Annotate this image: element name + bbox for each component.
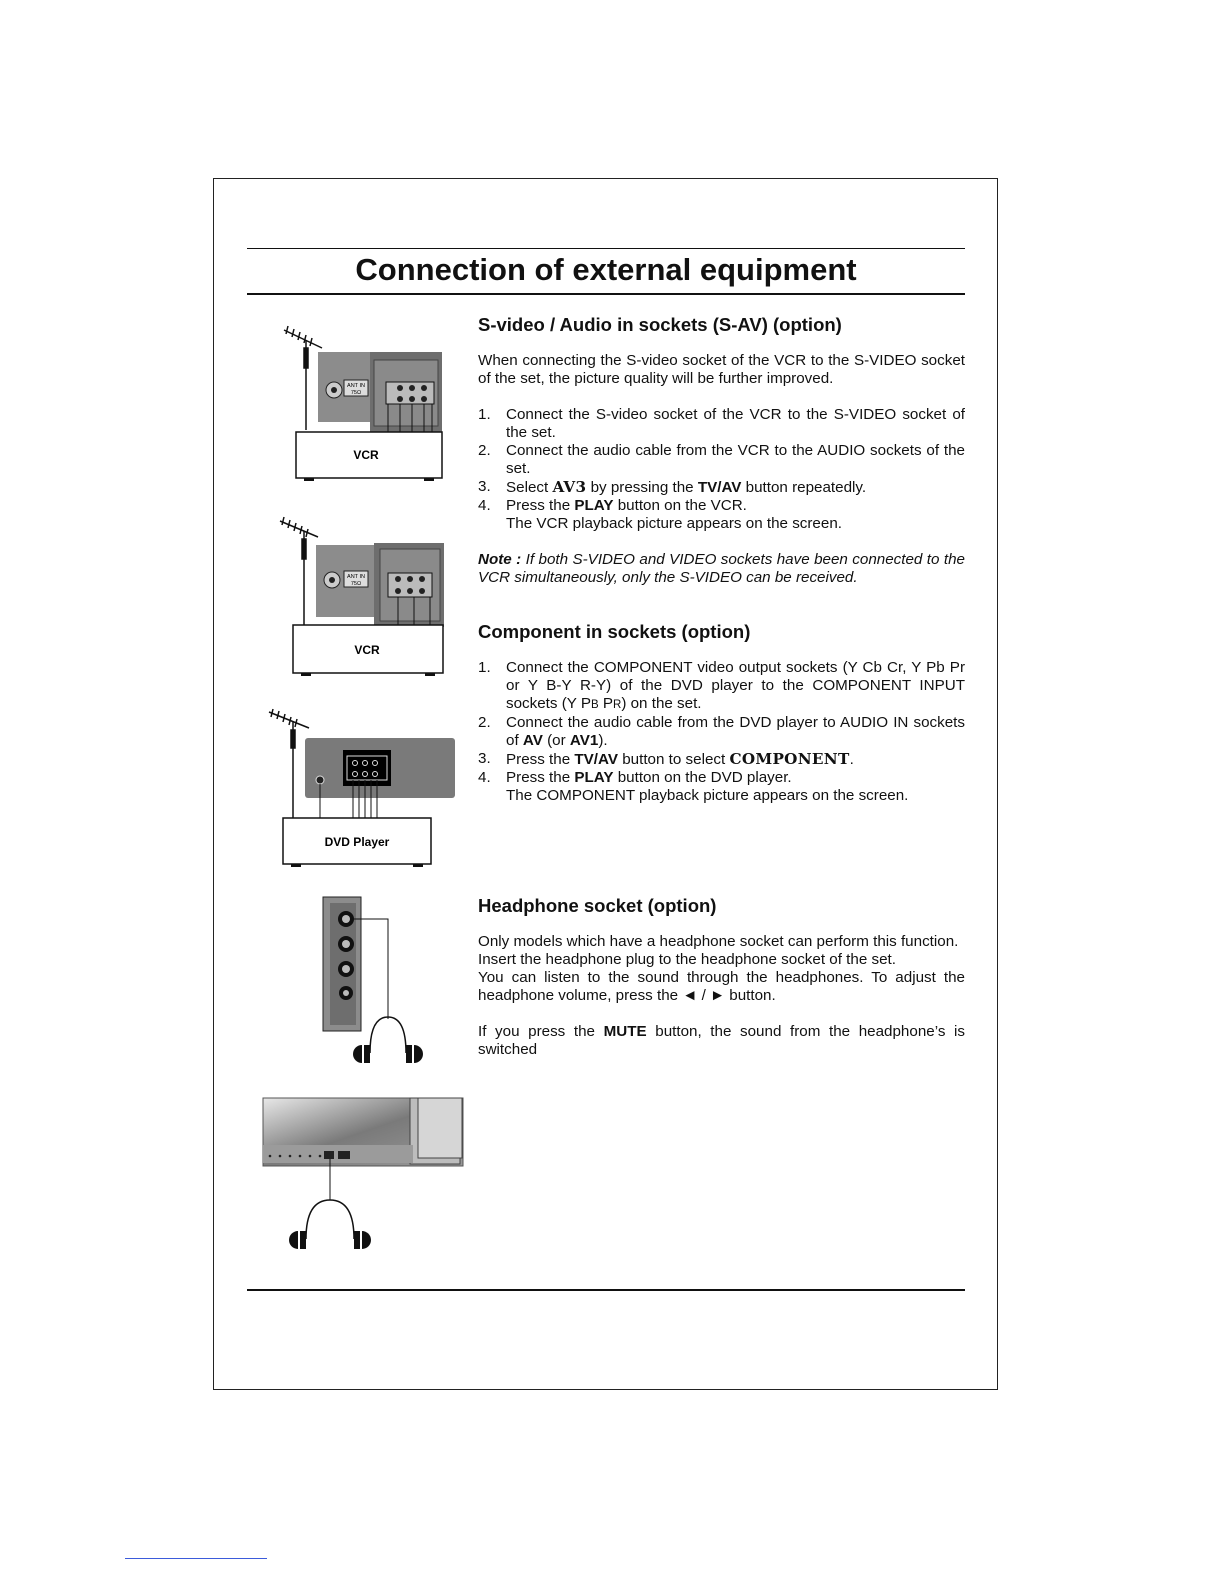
headphone-side-panel-illustration xyxy=(318,893,438,1073)
component-section xyxy=(478,621,965,805)
left-right-arrow-icons: ◄ / ► xyxy=(682,987,726,1004)
vcr-av-illustration xyxy=(270,515,470,685)
component-socket-panel xyxy=(343,750,391,786)
svideo-intro: When connecting the S-video socket of the VCR to the S-VIDEO socket of the set, the picture quality will be further improved. xyxy=(478,352,965,387)
title-top-rule xyxy=(247,248,965,249)
headphone-p2: Insert the headphone plug to the headphone socket of the set. xyxy=(478,951,896,968)
vcr-label: VCR xyxy=(354,643,380,657)
svideo-step-2: 2. Connect the audio cable from the VCR to the AUDIO sockets of the set. xyxy=(478,442,965,477)
ant-in-label: ANT IN xyxy=(347,383,365,389)
title-bottom-rule xyxy=(247,293,965,295)
svideo-section xyxy=(478,314,965,587)
vcr-svideo-illustration xyxy=(270,320,470,490)
vcr-label: VCR xyxy=(353,448,379,462)
component-step-1: 1. Connect the COMPONENT video output sockets (Y Cb Cr, Y Pb Pr or Y B-Y R-Y) of the DVD player to the COMPONENT INPUT sockets (Y PB PR) on the set. xyxy=(478,659,965,712)
headphone-section xyxy=(478,895,965,1059)
svideo-step-3: 3. Select AV3 by pressing the TV/AV button repeatedly. xyxy=(478,478,867,496)
component-steps xyxy=(478,659,965,805)
svideo-heading: S-video / Audio in sockets (S-AV) (option) xyxy=(478,314,842,335)
headphone-p4: If you press the MUTE button, the sound from the headphone’s is switched xyxy=(478,1023,965,1058)
svideo-step-4: 4. Press the PLAY button on the VCR. The VCR playback picture appears on the screen. xyxy=(478,497,842,532)
antenna-icon xyxy=(269,709,309,818)
ant-in-ohm-label: 75Ω xyxy=(350,581,362,587)
ant-in-label: ANT IN xyxy=(347,574,365,580)
headphone-icon xyxy=(353,1017,423,1063)
dvd-label: DVD Player xyxy=(324,835,390,849)
antenna-icon xyxy=(284,326,322,430)
svideo-step-1: 1. Connect the S-video socket of the VCR to the S-VIDEO socket of the set. xyxy=(478,406,965,441)
page-title: Connection of external equipment xyxy=(355,252,857,287)
headphone-p1: Only models which have a headphone socket can perform this function. xyxy=(478,933,959,950)
component-heading: Component in sockets (option) xyxy=(478,621,751,642)
footer-underline-mark xyxy=(125,1558,267,1559)
antenna-icon xyxy=(280,517,318,625)
headphone-front-illustration xyxy=(262,1095,467,1255)
headphone-heading: Headphone socket (option) xyxy=(478,895,717,916)
component-step-2: 2. Connect the audio cable from the DVD player to AUDIO IN sockets of AV (or AV1). xyxy=(478,714,965,749)
footer-rule xyxy=(247,1289,965,1291)
dvd-component-illustration xyxy=(265,708,465,873)
component-step-4: 4. Press the PLAY button on the DVD player. The COMPONENT playback picture appears on the screen. xyxy=(478,769,909,804)
component-step-3: 3. Press the TV/AV button to select COMPONENT. xyxy=(478,750,854,768)
svideo-note: Note : If both S-VIDEO and VIDEO sockets have been connected to the VCR simultaneously, only the S-VIDEO can be received. xyxy=(478,551,965,586)
ant-socket-icon xyxy=(316,776,324,784)
headphone-p3: You can listen to the sound through the headphones. To adjust the headphone volume, press the ◄ / ► button. xyxy=(478,969,965,1004)
ant-in-ohm-label: 75Ω xyxy=(350,390,362,396)
headphone-icon xyxy=(289,1200,371,1249)
svideo-steps xyxy=(478,406,965,533)
